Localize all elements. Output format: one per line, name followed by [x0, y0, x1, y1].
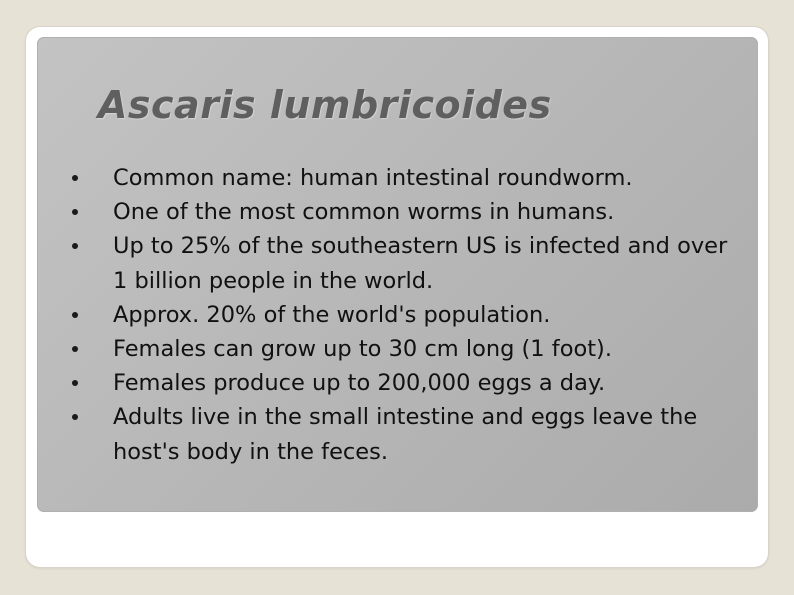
bullet-dot-icon — [72, 209, 78, 215]
content-panel — [37, 37, 758, 512]
bullet-item — [87, 332, 747, 366]
bullet-dot-icon — [72, 380, 78, 386]
bullet-text: Up to 25% of the southeastern US is infected and over 1 billion people in the world. — [113, 233, 728, 294]
bullet-text: Adults live in the small intestine and eggs leave the host's body in the feces. — [113, 404, 698, 465]
bullet-item — [87, 298, 747, 332]
bullet-text: One of the most common worms in humans. — [113, 199, 615, 226]
bullet-text: Females produce up to 200,000 eggs a day. — [113, 370, 606, 397]
bullet-dot-icon — [72, 175, 78, 181]
bullet-item — [87, 229, 747, 297]
bullet-dot-icon — [72, 312, 78, 318]
bullet-dot-icon — [72, 414, 78, 420]
bullet-item — [87, 366, 747, 400]
bullet-dot-icon — [72, 346, 78, 352]
bullet-text: Females can grow up to 30 cm long (1 foot). — [113, 336, 612, 363]
bullet-item — [87, 161, 747, 195]
bullet-dot-icon — [72, 243, 78, 249]
bullet-text: Approx. 20% of the world's population. — [113, 301, 551, 328]
bullet-text: Common name: human intestinal roundworm. — [113, 165, 633, 191]
bullet-list — [87, 161, 747, 469]
slide-frame — [26, 27, 768, 567]
bullet-item — [87, 195, 747, 229]
slide-title: Ascaris lumbricoides — [98, 83, 552, 127]
bullet-item — [87, 400, 747, 468]
